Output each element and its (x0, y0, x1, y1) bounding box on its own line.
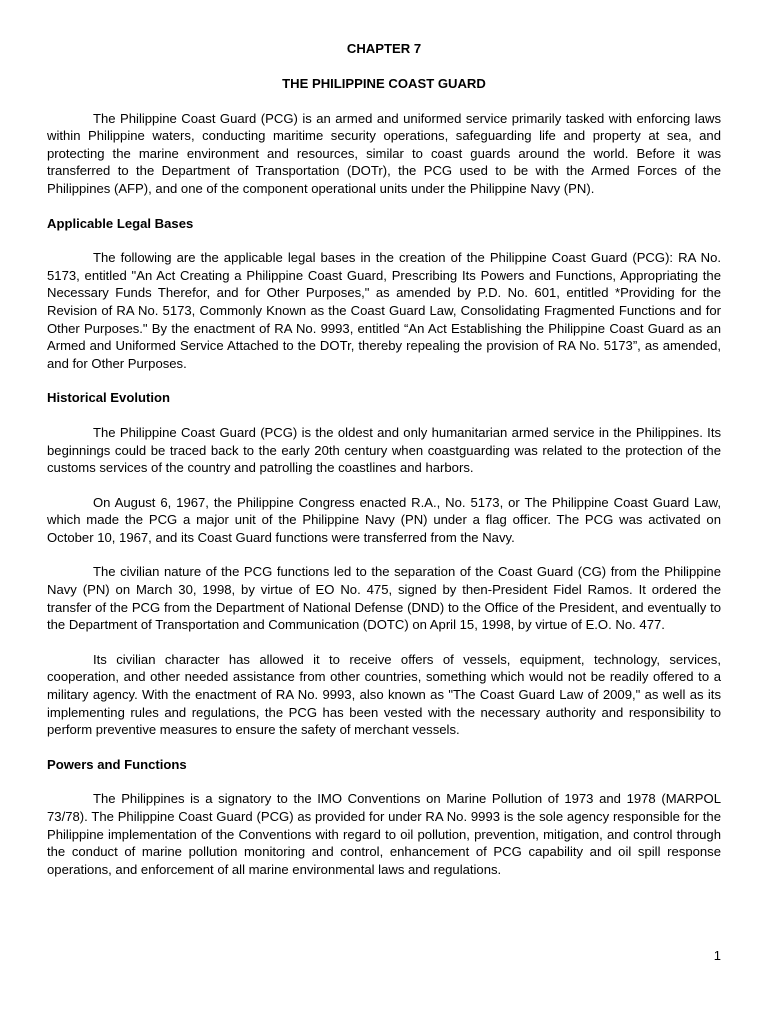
paragraph: The civilian nature of the PCG functions led to the separation of the Coast Guard (CG) from the Philippine Navy (PN) on March 30, 1998, by virtue of EO No. 475, signed by then-President Fidel Ramos. It ordered the transfer of the PCG from the Department of National Defense (DND) to the Office of the President, and eventually to the Department of Transportation and Communication (DOTC) on April 15, 1998, by virtue of E.O. No. 477. (47, 564, 721, 633)
chapter-title: THE PHILIPPINE COAST GUARD (282, 76, 486, 91)
page-number: 1 (713, 948, 721, 963)
chapter-label: CHAPTER 7 (346, 41, 422, 56)
document-page (47, 40, 721, 878)
intro-paragraph: The Philippine Coast Guard (PCG) is an armed and uniformed service primarily tasked with enforcing laws within Philippine waters, conducting maritime security operations, safeguarding life and property at sea, and protecting the marine environment and resources, similar to coast guards around the world. Before it was transferred to the Department of Transportation (DOTr), the PCG used to be with the Armed Forces of the Philippines (AFP), and one of the component operational units under the Philippine Navy (PN). (47, 110, 721, 196)
paragraph: On August 6, 1967, the Philippine Congress enacted R.A., No. 5173, or The Philippine Coast Guard Law, which made the PCG a major unit of the Philippine Navy (PN) under a flag officer. The PCG was activated on October 10, 1967, and its Coast Guard functions were transferred from the Navy. (47, 494, 721, 545)
section-heading-historical-evolution: Historical Evolution (47, 390, 170, 406)
paragraph: The following are the applicable legal bases in the creation of the Philippine Coast Guard (PCG): RA No. 5173, entitled "An Act Creating a Philippine Coast Guard, Prescribing Its Powers and Functions, Appropriating the Necessary Funds Therefor, and for Other Purposes," as amended by P.D. No. 601, entitled *Providing for the Revision of RA No. 5173, Commonly Known as the Coast Guard Law, Consolidating Fragmented Functions and for Other Purposes." By the enactment of RA No. 9993, entitled “An Act Establishing the Philippine Coast Guard as an Armed and Uniformed Service Attached to the DOTr, thereby repealing the provision of RA No. 5173”, as amended, and for Other Purposes. (47, 250, 721, 371)
paragraph: The Philippines is a signatory to the IMO Conventions on Marine Pollution of 1973 and 1978 (MARPOL 73/78). The Philippine Coast Guard (PCG) as provided for under RA No. 9993 is the sole agency responsible for the Philippine implementation of the Conventions with regard to oil pollution, prevention, mitigation, and control through the conduct of marine pollution monitoring and control, enhancement of PCG capability and oil spill response operations, and enforcement of all marine environmental laws and regulations. (47, 791, 721, 877)
paragraph: The Philippine Coast Guard (PCG) is the oldest and only humanitarian armed service in the Philippines. Its beginnings could be traced back to the early 20th century when coastguarding was related to the protection of the customs services of the country and patrolling the coastlines and harbors. (47, 424, 721, 476)
section-heading-powers-and-functions: Powers and Functions (47, 756, 187, 772)
section-heading-legal-bases: Applicable Legal Bases (47, 215, 194, 231)
paragraph: Its civilian character has allowed it to receive offers of vessels, equipment, technology, services, cooperation, and other needed assistance from other countries, something which would not be readily offered to a military agency. With the enactment of RA No. 9993, also known as "The Coast Guard Law of 2009," as well as its implementing rules and regulations, the PCG has been vested with the necessary authority and responsibility to perform preventive measures to ensure the safety of merchant vessels. (47, 651, 721, 738)
